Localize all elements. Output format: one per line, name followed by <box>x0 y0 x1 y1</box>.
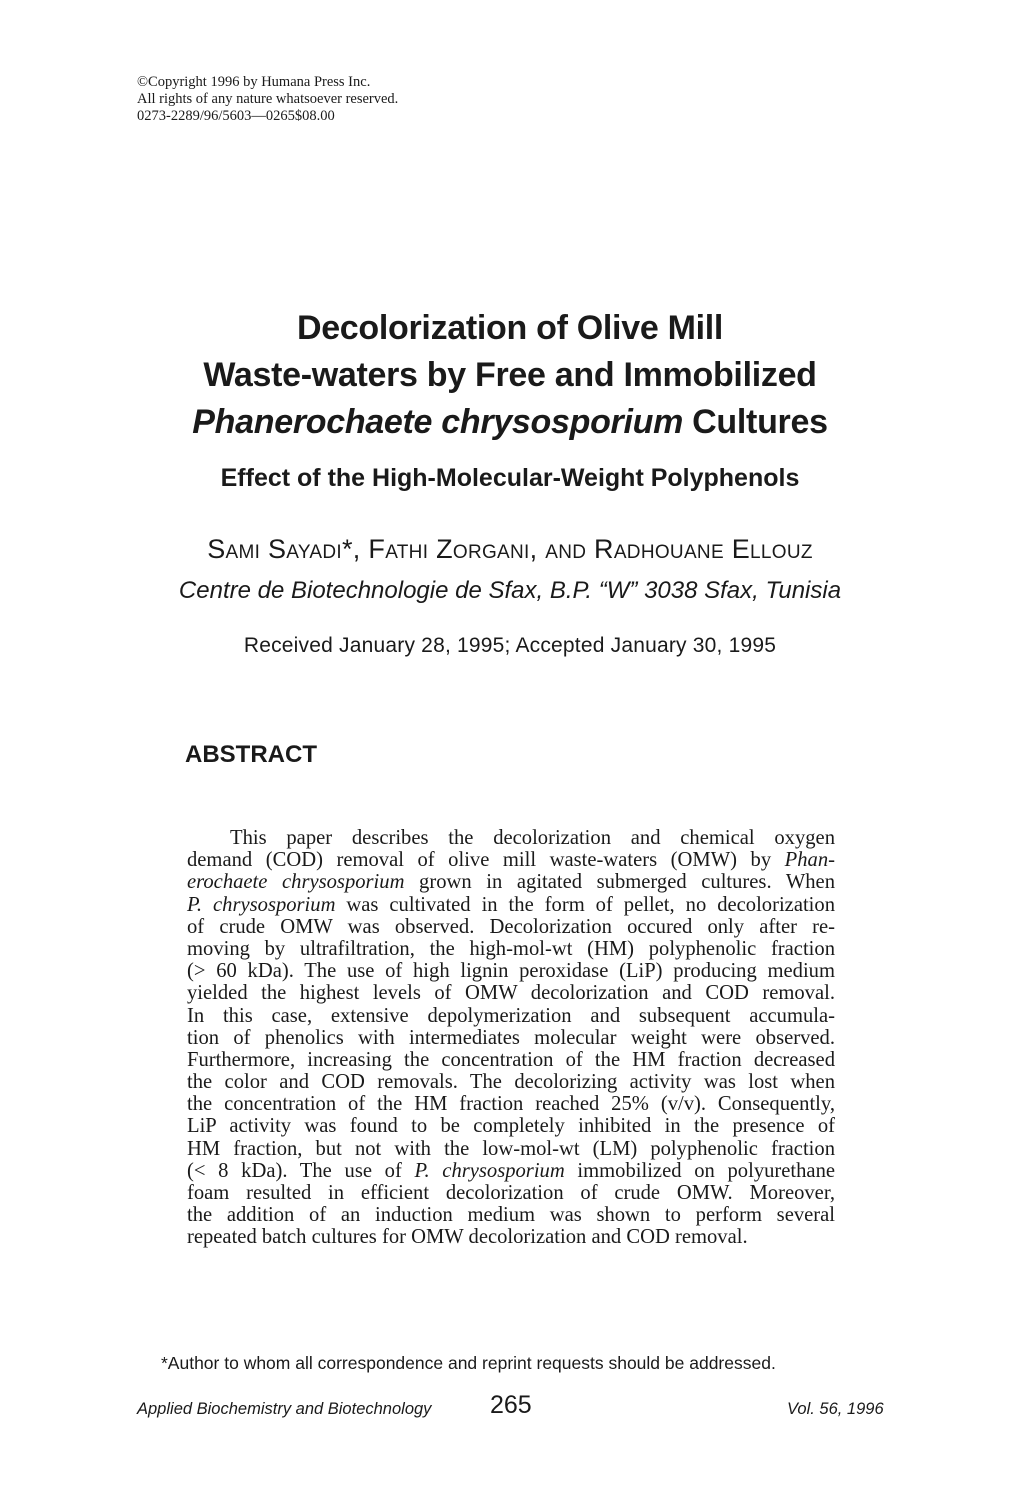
correspondence-footnote: *Author to whom all correspondence and reprint requests should be addressed. <box>161 1353 776 1373</box>
title-line-3-rest: Cultures <box>683 403 828 441</box>
abstract-line <box>187 960 835 982</box>
abstract-line <box>187 871 835 893</box>
abstract-line <box>187 1005 835 1027</box>
received-dates: Received January 28, 1995; Accepted January 30, 1995 <box>243 634 777 657</box>
abstract-line <box>187 894 835 916</box>
abstract-line <box>187 849 835 871</box>
copyright-notice <box>137 74 398 125</box>
title-line-2: Waste-waters by Free and Immobilized <box>203 356 817 394</box>
abstract-text: of crude OMW was observed. Decolorization occured only after re- <box>187 915 835 938</box>
abstract-text: tion of phenolics with intermediates molecular weight were observed. <box>187 1026 835 1049</box>
abstract-line <box>187 1115 835 1137</box>
abstract-text: was cultivated in the form of pellet, no decolorization <box>335 893 835 916</box>
abstract-italic-text: erochaete chrysosporium <box>187 871 405 894</box>
author-list: Sami Sayadi*, Fathi Zorgani, and Radhouane Ellouz <box>207 534 813 564</box>
volume-year: Vol. 56, 1996 <box>787 1400 884 1418</box>
abstract-text: (< 8 kDa). The use of <box>187 1159 415 1182</box>
abstract-text: foam resulted in efficient decolorization of crude OMW. Moreover, <box>187 1182 835 1204</box>
rights-line: All rights of any nature whatsoever reserved. <box>137 91 399 107</box>
abstract-text: the color and COD removals. The decolorizing activity was lost when <box>187 1071 835 1094</box>
abstract-line <box>187 916 835 938</box>
abstract-line <box>187 1204 835 1226</box>
abstract-italic-text: Phan- <box>784 849 835 872</box>
abstract-italic-text: P. chrysosporium <box>414 1159 565 1182</box>
abstract-text: repeated batch cultures for OMW decolorization and COD removal. <box>187 1226 748 1249</box>
abstract-line <box>187 1160 835 1182</box>
title-line-3 <box>0 399 1020 446</box>
title-species-name: Phanerochaete chrysosporium <box>192 403 684 441</box>
abstract-text: the addition of an induction medium was shown to perform several <box>187 1204 835 1227</box>
affiliation: Centre de Biotechnologie de Sfax, B.P. “W” 3038 Sfax, Tunisia <box>178 577 842 604</box>
abstract-text: grown in agitated submerged cultures. When <box>404 871 835 894</box>
abstract-text: yielded the highest levels of OMW decolorization and COD removal. <box>187 982 835 1005</box>
abstract-line <box>187 1049 835 1071</box>
paper-subtitle: Effect of the High-Molecular-Weight Polyphenols <box>220 464 800 492</box>
title-line-1: Decolorization of Olive Mill <box>296 309 724 347</box>
abstract-line <box>187 938 835 960</box>
journal-name: Applied Biochemistry and Biotechnology <box>137 1400 432 1418</box>
abstract-text: moving by ultrafiltration, the high-mol-wt (HM) polyphenolic fraction <box>187 937 835 960</box>
article-code-line: 0273-2289/96/5603—0265$08.00 <box>137 108 335 124</box>
abstract-text: immobilized on polyurethane <box>564 1159 836 1182</box>
abstract-body <box>187 827 835 1249</box>
abstract-text: HM fraction, but not with the low-mol-wt (LM) polyphenolic fraction <box>187 1137 835 1160</box>
abstract-heading: ABSTRACT <box>185 741 317 768</box>
abstract-line <box>187 1182 835 1204</box>
abstract-line <box>187 827 835 849</box>
abstract-text: (> 60 kDa). The use of high lignin peroxidase (LiP) producing medium <box>187 960 835 983</box>
abstract-text: the concentration of the HM fraction reached 25% (v/v). Consequently, <box>187 1093 835 1116</box>
abstract-text: LiP activity was found to be completely inhibited in the presence of <box>187 1115 835 1138</box>
abstract-text: In this case, extensive depolymerization and subsequent accumula- <box>187 1004 835 1027</box>
paper-title <box>0 305 1020 446</box>
abstract-text: This paper describes the decolorization and chemical oxygen <box>230 827 835 849</box>
abstract-text: Furthermore, increasing the concentration of the HM fraction decreased <box>187 1048 835 1071</box>
abstract-line <box>187 982 835 1004</box>
abstract-line <box>187 1093 835 1115</box>
abstract-line <box>187 1138 835 1160</box>
page-number: 265 <box>490 1391 532 1419</box>
abstract-line <box>187 1071 835 1093</box>
abstract-line <box>187 1226 835 1248</box>
abstract-line <box>187 1027 835 1049</box>
abstract-text: demand (COD) removal of olive mill waste-waters (OMW) by <box>187 849 785 872</box>
copyright-line: ©Copyright 1996 by Humana Press Inc. <box>137 74 371 90</box>
abstract-italic-text: P. chrysosporium <box>187 893 336 916</box>
